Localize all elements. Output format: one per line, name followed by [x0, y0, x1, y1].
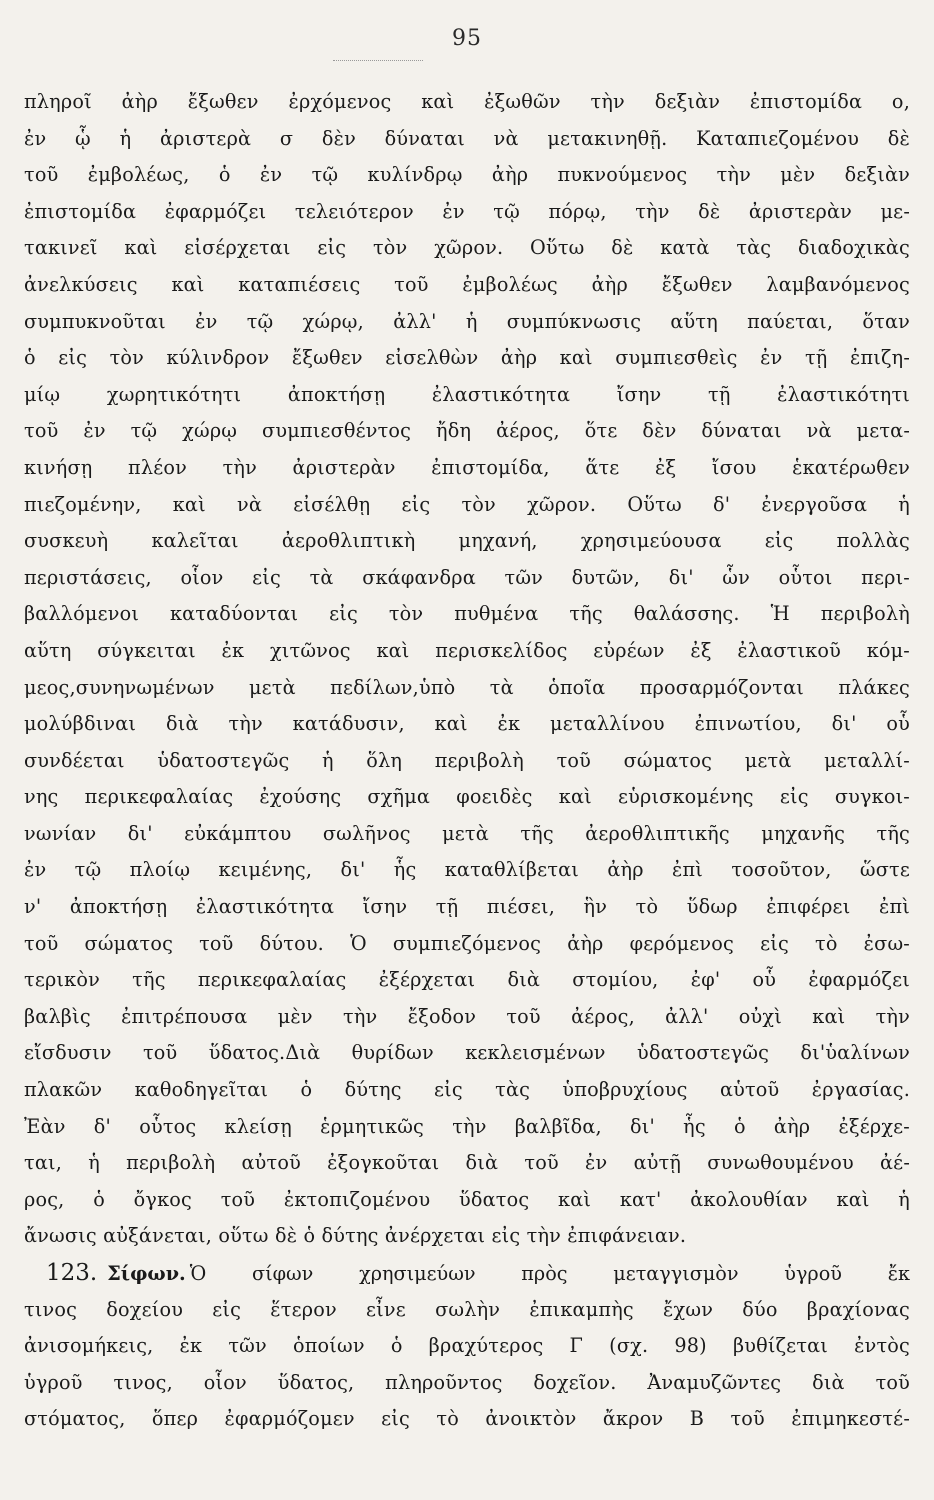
- text-line: συνδέεται ὑδατοστεγῶς ἡ ὅλη περιβολὴ τοῦ σώματος μετὰ μεταλλί-: [24, 748, 910, 772]
- text-line: μίῳ χωρητικότητι ἀποκτήσῃ ἐλαστικότητα ἴσην τῇ ἐλαστικότητι: [24, 382, 910, 406]
- paragraph-last-line: ἄνωσις αὐξάνεται, οὕτω δὲ ὁ δύτης ἀνέρχεται εἰς τὴν ἐπιφάνειαν.: [24, 1224, 687, 1248]
- text-line: βαλλόμενοι καταδύονται εἰς τὸν πυθμένα τῆς θαλάσσης. Ἡ περιβολὴ: [24, 602, 910, 626]
- text-line: εἴσδυσιν τοῦ ὕδατος.Διὰ θυρίδων κεκλεισμένων ὑδατοστεγῶς δι'ὑαλίνων: [24, 1041, 910, 1065]
- text-line: ρος, ὁ ὄγκος τοῦ ἐκτοπιζομένου ὕδατος καὶ κατ' ἀκολουθίαν καὶ ἡ: [24, 1187, 910, 1211]
- text-line: τακινεῖ καὶ εἰσέρχεται εἰς τὸν χῶρον. Οὕτω δὲ κατὰ τὰς διαδοχικὰς: [24, 236, 910, 260]
- text-line: τινος δοχείου εἰς ἕτερον εἶνε σωλὴν ἐπικαμπὴς ἔχων δύο βραχίονας: [24, 1297, 910, 1321]
- text-line: ἐπιστομίδα ἐφαρμόζει τελειότερον ἐν τῷ πόρῳ, τὴν δὲ ἀριστερὰν με-: [24, 199, 910, 223]
- text-line: πλακῶν καθοδηγεῖται ὁ δύτης εἰς τὰς ὑποβρυχίους αὑτοῦ ἐργασίας.: [24, 1078, 910, 1102]
- text-line: τοῦ ἐμβολέως, ὁ ἐν τῷ κυλίνδρῳ ἀὴρ πυκνούμενος τὴν μὲν δεξιὰν: [24, 163, 910, 187]
- text-line: ἐν τῷ πλοίῳ κειμένης, δι' ἧς καταθλίβεται ἀὴρ ἐπὶ τοσοῦτον, ὥστε: [24, 858, 910, 882]
- text-line: πληροῖ ἀὴρ ἔξωθεν ἐρχόμενος καὶ ἐξωθῶν τὴν δεξιὰν ἐπιστομίδα ο,: [24, 90, 910, 113]
- section-heading-line: [24, 1255, 910, 1292]
- text-line: τοῦ ἐν τῷ χώρῳ συμπιεσθέντος ἤδη ἀέρος, ὅτε δὲν δύναται νὰ μετα-: [24, 419, 910, 443]
- text-line: ἐν ᾧ ἡ ἀριστερὰ σ δὲν δύναται νὰ μετακινηθῇ. Καταπιεζομένου δὲ: [24, 126, 910, 150]
- text-line: περιστάσεις, οἷον εἰς τὰ σκάφανδρα τῶν δυτῶν, δι' ὧν οὗτοι περι-: [24, 565, 910, 589]
- text-line: συμπυκνοῦται ἐν τῷ χώρῳ, ἀλλ' ἡ συμπύκνωσις αὕτη παύεται, ὅταν: [24, 309, 910, 333]
- section-first-line-text: Ὁ σίφων χρησιμεύων πρὸς μεταγγισμὸν ὑγροῦ ἔκ: [189, 1262, 910, 1285]
- text-line: πιεζομένην, καὶ νὰ εἰσέλθῃ εἰς τὸν χῶρον. Οὕτω δ' ἐνεργοῦσα ἡ: [24, 492, 910, 516]
- text-line: Ἐὰν δ' οὗτος κλείσῃ ἑρμητικῶς τὴν βαλβῖδα, δι' ἧς ὁ ἀὴρ ἐξέρχε-: [24, 1114, 910, 1138]
- header-rule: [333, 60, 423, 61]
- section-number: 123.: [46, 1260, 98, 1286]
- text-line: στόματος, ὅπερ ἐφαρμόζομεν εἰς τὸ ἀνοικτὸν ἄκρον Β τοῦ ἐπιμηκεστέ-: [24, 1407, 910, 1431]
- text-line: ται, ἡ περιβολὴ αὐτοῦ ἐξογκοῦται διὰ τοῦ ἐν αὐτῇ συνωθουμένου ἀέ-: [24, 1151, 910, 1175]
- text-line: τερικὸν τῆς περικεφαλαίας ἐξέρχεται διὰ στομίου, ἐφ' οὗ ἐφαρμόζει: [24, 968, 910, 992]
- text-line: ν' ἀποκτήσῃ ἐλαστικότητα ἴσην τῇ πιέσει, ἣν τὸ ὕδωρ ἐπιφέρει ἐπὶ: [24, 895, 910, 919]
- text-line: βαλβὶς ἐπιτρέπουσα μὲν τὴν ἔξοδον τοῦ ἀέρος, ἀλλ' οὐχὶ καὶ τὴν: [24, 1004, 910, 1028]
- text-line: ὑγροῦ τινος, οἷον ὕδατος, πληροῦντος δοχεῖον. Ἀναμυζῶντες διὰ τοῦ: [24, 1370, 910, 1394]
- text-line: ἀνισομήκεις, ἐκ τῶν ὁποίων ὁ βραχύτερος Γ (σχ. 98) βυθίζεται ἐντὸς: [24, 1334, 910, 1358]
- section-title: Σίφων.: [107, 1262, 186, 1285]
- text-line: τοῦ σώματος τοῦ δύτου. Ὁ συμπιεζόμενος ἀὴρ φερόμενος εἰς τὸ ἐσω-: [24, 931, 910, 955]
- text-line: ὁ εἰς τὸν κύλινδρον ἔξωθεν εἰσελθὼν ἀὴρ καὶ συμπιεσθεὶς ἐν τῇ ἐπιζη-: [24, 346, 910, 370]
- text-line: κινήσῃ πλέον τὴν ἀριστερὰν ἐπιστομίδα, ἅτε ἐξ ἴσου ἑκατέρωθεν: [24, 455, 910, 479]
- text-line: συσκευὴ καλεῖται ἀεροθλιπτικὴ μηχανή, χρησιμεύουσα εἰς πολλὰς: [24, 529, 910, 553]
- text-line: ἀνελκύσεις καὶ καταπιέσεις τοῦ ἐμβολέως ἀὴρ ἔξωθεν λαμβανόμενος: [24, 272, 910, 296]
- body-text: [24, 84, 910, 1438]
- text-line: νης περικεφαλαίας ἐχούσης σχῆμα φοειδὲς καὶ εὑρισκομένης εἰς συγκοι-: [24, 785, 910, 809]
- text-line: νωνίαν δι' εὐκάμπτου σωλῆνος μετὰ τῆς ἀεροθλιπτικῆς μηχανῆς τῆς: [24, 821, 910, 845]
- text-line: αὕτη σύγκειται ἐκ χιτῶνος καὶ περισκελίδος εὐρέων ἐξ ἐλαστικοῦ κόμ-: [24, 638, 910, 662]
- text-line: μολύβδιναι διὰ τὴν κατάδυσιν, καὶ ἐκ μεταλλίνου ἐπινωτίου, δι' οὗ: [24, 712, 910, 736]
- text-line: μεος,συνηνωμένων μετὰ πεδίλων,ὑπὸ τὰ ὁποῖα προσαρμόζονται πλάκες: [24, 675, 910, 699]
- page-number: 95: [452, 26, 482, 51]
